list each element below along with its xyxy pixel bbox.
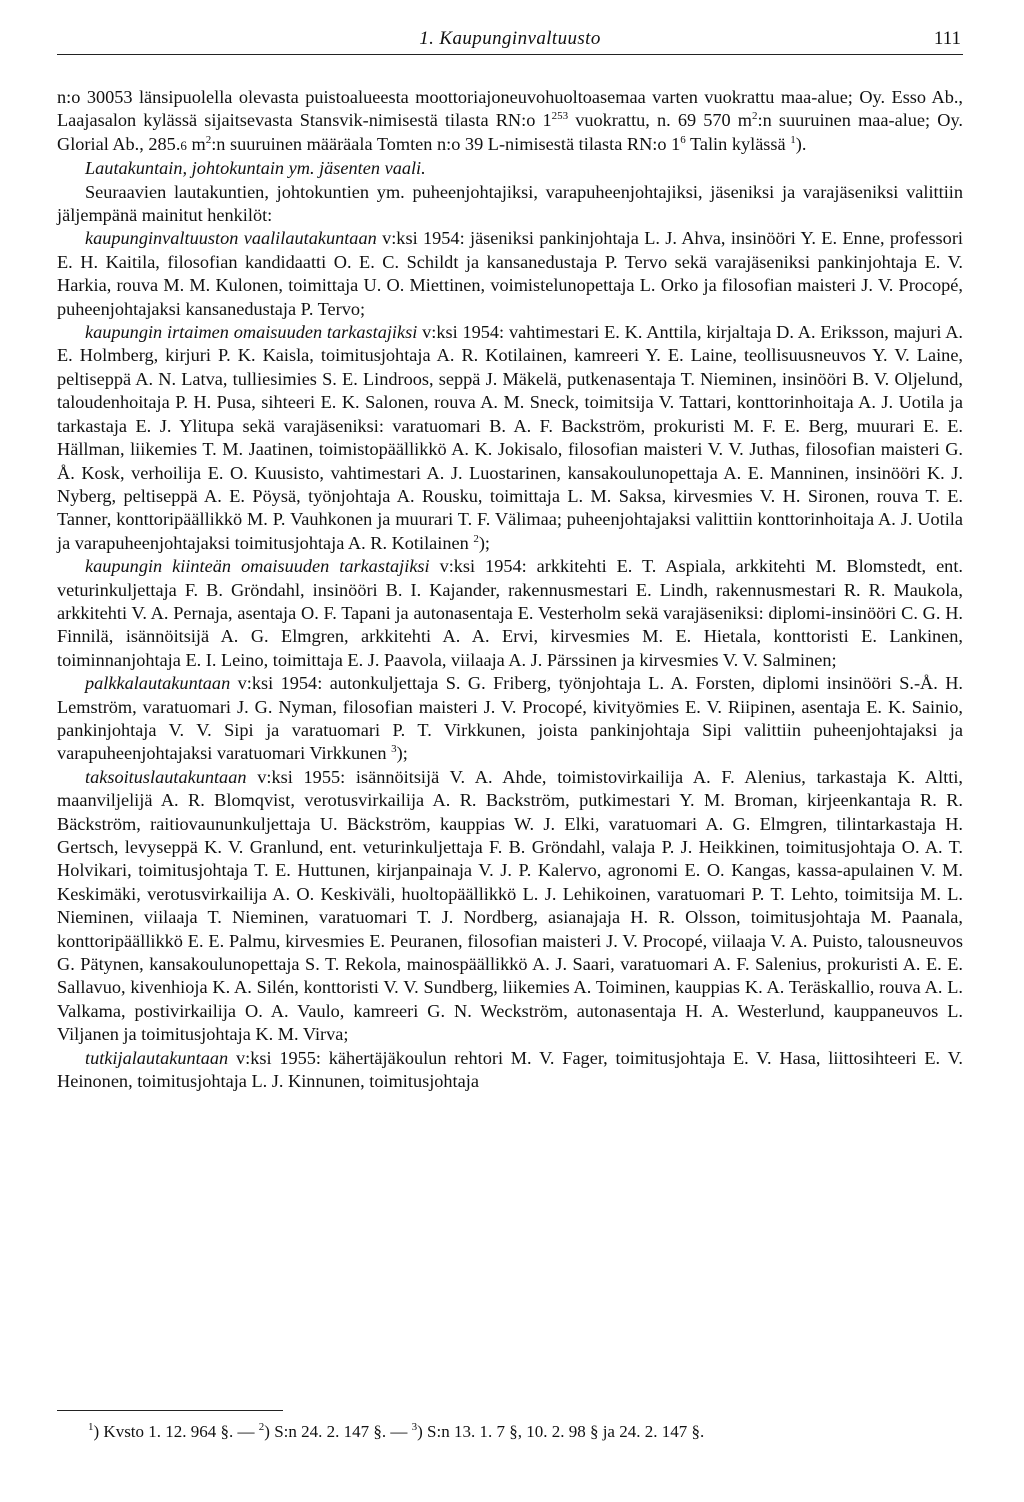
paragraph-land-leases: n:o 30053 länsipuolella olevasta puistoalueesta moottoriajoneuvohuoltoasemaa varten vuokrattu maa-alue; Oy. Esso Ab., Laajasalon kylässä sijaitsevasta Stansvik-nimisestä tilasta RN:o $1^{253}$ vuokrattu, n. 69 570 $m^2:n$ suuruinen maa-alue; Oy. Glorial Ab., 285.6 $m^2:n$ suuruinen määräala Tomten n:o 39 L-nimisestä tilasta RN:o $1^6$ Talin kylässä $^1$). bbox=[57, 87, 963, 154]
paragraph-real-estate: kaupungin kiinteän omaisuuden tarkastajiksi v:ksi 1954: arkkitehti E. T. Aspiala, arkkitehti M. Blomstedt, ent. veturinkuljettaja F. B. Gröndahl, insinööri B. I. Kajander, rakennusmestari E. Lindh, rakennusmestari R. R. Maukola, arkkitehti V. A. Pernaja, asentaja O. F. Tapani ja autonasentaja E. Vesterholm sekä varajäseniksi: diplomi-insinööri C. G. H. Finnilä, isännöitsijä A. G. Elmgren, arkkitehti A. A. Ervi, kirvesmies M. E. Hietala, konttoristi E. Lankinen, toiminnanjohtaja E. I. Leino, toimittaja E. J. Paavola, viilaaja A. J. Pärssinen ja kirvesmies V. V. Salminen; bbox=[57, 556, 963, 670]
paragraph-salary-board: palkkalautakuntaan v:ksi 1954: autonkuljettaja S. G. Friberg, työnjohtaja L. A. Forsten, diplomi insinööri S.-Å. H. Lemström, varatuomari J. G. Nyman, filosofian maisteri J. V. Procopé, kivityömies E. V. Riipinen, asentaja E. K. Sainio, pankinjohtaja V. V. Sipi ja varatuomari P. T. Virkkunen, joista pankinjohtaja Sipi valittiin puheenjohtajaksi ja varapuheenjohtajaksi varatuomari Virkkunen $^3$); bbox=[57, 673, 963, 764]
footnotes: $^1$) Kvsto 1. 12. 964 §. — $^2$) S:n 24. 2. 147 §. — $^3$) S:n 13. 1. 7 §, 10. 2. 98 § ja 24. 2. 147 §. bbox=[88, 1421, 705, 1441]
paragraph-election-board: kaupunginvaltuuston vaalilautakuntaan v:ksi 1954: jäseniksi pankinjohtaja L. J. Ahva, insinööri Y. E. Enne, professori E. H. Kaitila, filosofian kandidaatti O. E. C. Schildt ja kansanedustaja P. Tervo sekä varajäseniksi pankinjohtaja E. V. Harkia, rouva M. M. Kulonen, toimittaja U. O. Miettinen, voimistelunopettaja L. Orko ja filosofian maisteri J. V. Procopé, puheenjohtajaksi kansanedustaja P. Tervo; bbox=[57, 228, 963, 319]
paragraph-review-board: tutkijalautakuntaan v:ksi 1955: kähertäjäkoulun rehtori M. V. Fager, toimitusjohtaja E. V. Hasa, liittosihteeri E. V. Heinonen, toimitusjohtaja L. J. Kinnunen, toimitusjohtaja bbox=[57, 1047, 963, 1092]
paragraph-movable-property: kaupungin irtaimen omaisuuden tarkastajiksi v:ksi 1954: vahtimestari E. K. Anttila, kirjaltaja D. A. Eriksson, majuri A. E. Holmberg, kirjuri P. K. Kaisla, toimitusjohtaja A. R. Kotilainen, kamreeri Y. E. Laine, teollisuusneuvos Y. V. Laine, peltiseppä A. N. Latva, tulliesimies S. E. Lindroos, seppä J. Mäkelä, putkenasentaja T. Nieminen, insinööri B. V. Oljelund, taloudenhoitaja P. H. Pusa, sihteeri E. K. Salonen, rouva A. M. Sneck, toimitsija V. Tattari, konttorinhoitaja A. J. Uotila ja tarkastaja E. J. Ylitupa sekä varajäseniksi: varatuomari B. A. F. Backström, prokuristi M. F. E. Berg, muurari E. E. Hällman, liikemies T. M. Jaatinen, toimistopäällikkö A. K. Jokisalo, filosofian maisteri V. V. Juthas, filosofian maisteri G. Å. Kosk, verhoilija E. O. Kuusisto, vahtimestari A. J. Luostarinen, kansakoulunopettaja A. E. Manninen, insinööri K. J. Nyberg, peltiseppä A. E. Pöysä, työnjohtaja A. Rousku, toimittaja L. M. Saksa, kirvesmies V. H. Sironen, rouva T. E. Tanner, konttoripäällikkö M. P. Vauhkonen ja muurari T. F. Välimaa; puheenjohtajaksi valittiin konttorinhoitaja A. J. Uotila ja varapuheenjohtajaksi toimitusjohtaja A. R. Kotilainen $^2$); bbox=[57, 322, 963, 553]
paragraph-intro: Seuraavien lautakuntien, johtokuntien ym. puheenjohtajiksi, varapuheenjohtajiksi, jäseniksi ja varajäseniksi valittiin jäljempänä mainitut henkilöt: bbox=[57, 181, 963, 226]
body-text bbox=[57, 86, 963, 1093]
running-header bbox=[57, 28, 963, 55]
page-number: 111 bbox=[933, 28, 961, 49]
running-title: 1. Kaupunginvaltuusto bbox=[419, 28, 601, 49]
footnote-rule bbox=[57, 1410, 283, 1411]
section-heading: Lautakuntain, johtokuntain ym. jäsenten vaali. bbox=[85, 158, 426, 179]
paragraph-tax-board: taksoituslautakuntaan v:ksi 1955: isännöitsijä V. A. Ahde, toimistovirkailija A. F. Alenius, tarkastaja K. Altti, maanviljelijä A. R. Blomqvist, verotusvirkailija A. R. Backström, putkimestari Y. M. Broman, kirjeenkantaja R. R. Bäckström, raitiovaununkuljettaja U. Bäckström, kauppias W. J. Elki, varatuomari A. G. Elmgren, tilintarkastaja H. Gertsch, levyseppä K. V. Granlund, ent. veturinkuljettaja F. B. Gröndahl, valaja P. J. Heikkinen, toimitusjohtaja O. A. T. Holvikari, toimitusjohtaja T. E. Huttunen, kirjanpainaja V. J. P. Kalervo, agronomi E. O. Kangas, kassa-apulainen V. M. Keskimäki, verotusvirkailija A. O. Keskiväli, huoltopäällikkö L. J. Lehikoinen, varatuomari P. T. Lehto, toimitsija M. L. Nieminen, viilaaja T. Nieminen, varatuomari T. J. Nordberg, asianajaja H. R. Olsson, toimitusjohtaja M. Paanala, konttoripäällikkö E. E. Palmu, kirvesmies E. Peuranen, filosofian maisteri J. V. Procopé, viilaaja V. A. Puisto, talousneuvos G. Pätynen, kansakoulunopettaja S. T. Rekola, mainospäällikkö A. J. Saari, varatuomari A. F. Salenius, prokuristi A. E. E. Sallavuo, kivenhioja K. A. Silén, konttoristi V. V. Sundberg, liikemies A. Toiminen, kauppias K. A. Teräskallio, rouva A. L. Valkama, postivirkailija O. A. Vaulo, kamreeri G. N. Weckström, autonasentaja H. A. Westerlund, kauppaneuvos L. Viljanen ja toimitusjohtaja K. M. Virva; bbox=[57, 766, 963, 1045]
